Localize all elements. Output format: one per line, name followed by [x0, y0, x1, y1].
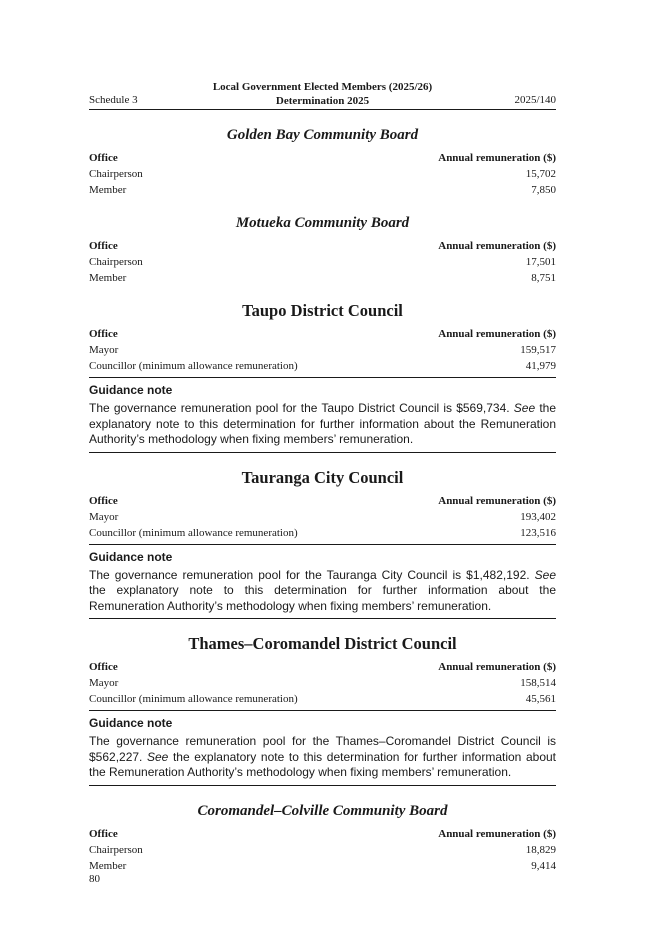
office-cell: Member: [89, 184, 127, 196]
guidance-note-text: The governance remuneration pool for the Thames–Coromandel District Council is $562,227. See the explanatory note to this determination for further information about the Remuneration Authority’s methodology when fixing members’ remuneration.: [89, 734, 556, 779]
office-cell: Mayor: [89, 677, 119, 689]
office-cell: Mayor: [89, 344, 119, 356]
guidance-note-title: Guidance note: [89, 549, 173, 564]
section-taupo: [89, 302, 556, 453]
guidance-note: [89, 716, 556, 781]
column-office: Office: [89, 240, 118, 252]
section-title: Taupo District Council: [242, 301, 403, 320]
office-cell: Chairperson: [89, 168, 143, 180]
document-page: [89, 80, 556, 874]
document-reference: 2025/140: [514, 94, 556, 106]
column-remuneration: Annual remuneration ($): [438, 494, 556, 507]
office-cell: Chairperson: [89, 843, 143, 856]
table-header: [89, 493, 556, 509]
section-golden-bay: [89, 126, 556, 198]
table-row: [89, 270, 556, 286]
guidance-note: [89, 383, 556, 448]
section-title: Tauranga City Council: [241, 467, 404, 487]
value-cell: 8,751: [531, 272, 556, 284]
column-remuneration: Annual remuneration ($): [438, 240, 556, 252]
section-coromandel-colville: [89, 802, 556, 874]
guidance-note-text: The governance remuneration pool for the Taupo District Council is $569,734. See the explanatory note to this determination for further information about the Remuneration Authority’s methodology when fixing members’ remuneration.: [89, 401, 556, 446]
table-row: [89, 691, 556, 707]
column-remuneration: Annual remuneration ($): [438, 661, 556, 673]
table-header: [89, 826, 556, 842]
table-header: [89, 238, 556, 254]
document-title: [89, 80, 556, 108]
section-thames-coromandel: [89, 635, 556, 786]
value-cell: 158,514: [520, 677, 556, 689]
section-title: Motueka Community Board: [235, 215, 410, 231]
column-office: Office: [89, 827, 118, 840]
guidance-note-title: Guidance note: [89, 716, 173, 730]
table-row: [89, 858, 556, 874]
column-remuneration: Annual remuneration ($): [438, 827, 556, 840]
section-title: Golden Bay Community Board: [226, 127, 419, 143]
table-row: [89, 342, 556, 358]
guidance-note-text: The governance remuneration pool for the Tauranga City Council is $1,482,192. See the explanatory note to this determination for further information about the Remuneration Authority’s methodology when fixing members’ remuneration.: [89, 567, 556, 613]
table-rule: [89, 544, 556, 545]
table-row: [89, 675, 556, 691]
office-cell: Member: [89, 859, 127, 872]
value-cell: 15,702: [525, 168, 556, 180]
value-cell: 18,829: [525, 843, 556, 856]
running-header: [89, 80, 556, 109]
office-cell: Mayor: [89, 510, 119, 523]
section-title: Thames–Coromandel District Council: [188, 634, 457, 653]
guidance-note: [89, 550, 556, 615]
value-cell: 193,402: [520, 510, 556, 523]
office-cell: Member: [89, 272, 127, 284]
office-cell: Councillor (minimum allowance remuneration): [89, 360, 298, 372]
value-cell: 159,517: [520, 344, 556, 356]
table-header: [89, 659, 556, 675]
guidance-note-title: Guidance note: [89, 383, 173, 397]
table-row: [89, 525, 556, 541]
table-row: [89, 254, 556, 270]
value-cell: 123,516: [520, 526, 556, 539]
value-cell: 9,414: [531, 859, 556, 872]
office-cell: Councillor (minimum allowance remuneration): [89, 693, 298, 705]
table-row: [89, 182, 556, 198]
header-rule: [89, 109, 556, 110]
table-row: [89, 842, 556, 858]
document-title-line1: Local Government Elected Members (2025/26): [212, 81, 433, 93]
table-rule: [89, 377, 556, 378]
section-title: Coromandel–Colville Community Board: [197, 802, 448, 819]
office-cell: Chairperson: [89, 256, 143, 268]
table-header: [89, 326, 556, 342]
column-office: Office: [89, 328, 118, 340]
document-title-line2: Determination 2025: [275, 95, 370, 107]
column-office: Office: [89, 494, 118, 507]
column-office: Office: [89, 152, 118, 164]
column-remuneration: Annual remuneration ($): [438, 152, 556, 164]
value-cell: 41,979: [525, 360, 556, 372]
value-cell: 7,850: [531, 184, 556, 196]
column-remuneration: Annual remuneration ($): [438, 328, 556, 340]
column-office: Office: [89, 661, 118, 673]
schedule-label: Schedule 3: [89, 94, 138, 106]
value-cell: 17,501: [525, 256, 556, 268]
table-rule: [89, 710, 556, 711]
section-tauranga: [89, 469, 556, 620]
value-cell: 45,561: [525, 693, 556, 705]
section-motueka: [89, 214, 556, 286]
table-row: [89, 166, 556, 182]
office-cell: Councillor (minimum allowance remuneration): [89, 526, 298, 539]
table-header: [89, 150, 556, 166]
table-row: [89, 358, 556, 374]
page-number: 80: [89, 873, 100, 885]
table-row: [89, 509, 556, 525]
